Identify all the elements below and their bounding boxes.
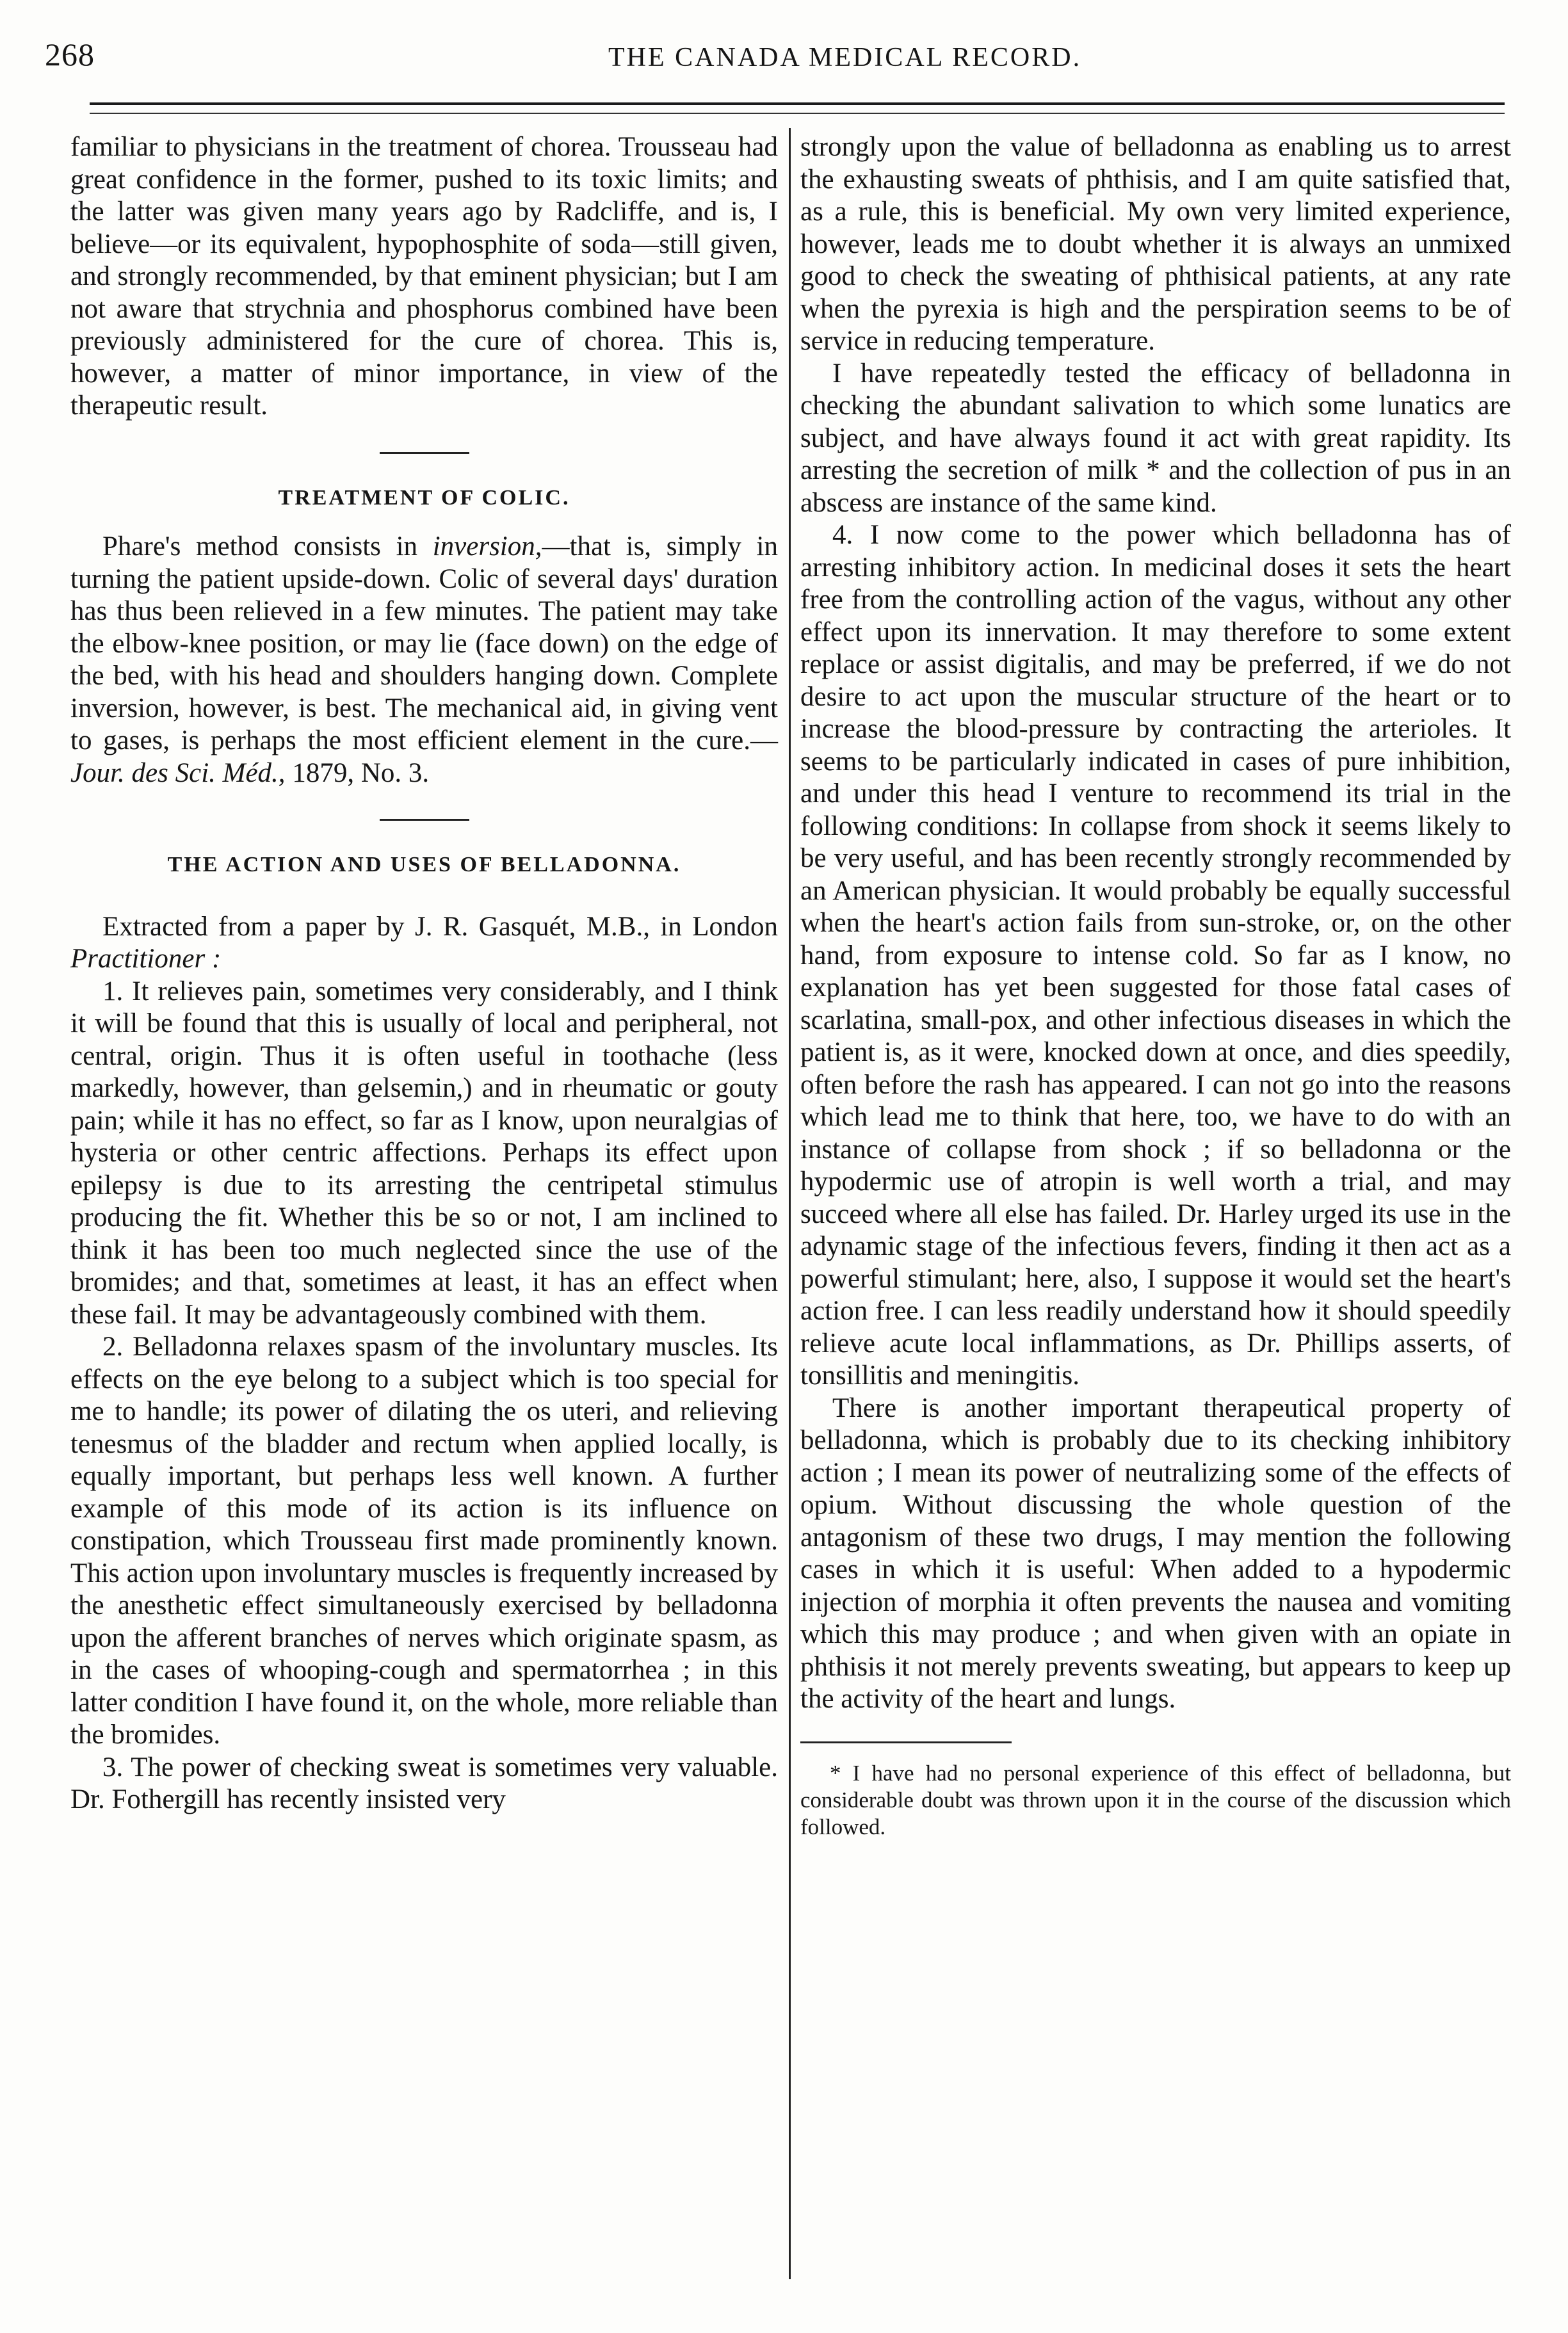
running-head [45,24,1511,82]
section-divider [380,452,469,454]
paragraph-point-1: 1. It relieves pain, sometimes very considerably, and I think it will be found that this is usually of local and peripheral, not central, origin. Thus it is often useful in toothache (less markedly, however, than gelsemin,) and in rheumatic or gouty pain; while it has no effect, so far as I know, upon neuralgias of hysteria or other centric affections. Perhaps its effect upon epilepsy is due to its arresting the centripetal stimulus producing the fit. Whether this be so or not, I am inclined to think it has been too much neglected since the use of the bromides; and that, sometimes at least, it has an effect when these fail. It may be advantageously combined with them. [70,976,778,1330]
colic-emphasis: inversion, [432,531,542,561]
paragraph-point-3: 3. The power of checking sweat is sometimes very valuable. Dr. Fothergill has recently insisted very [70,1752,778,1814]
paragraph-sweats: strongly upon the value of belladonna as enabling us to arrest the exhausting sweats of phthisis, and I am quite satisfied that, as a rule, this is beneficial. My own very limited experience, however, leads me to doubt whether it is always an unmixed good to check the sweating of phthisical patients, at any rate when the pyrexia is high and the perspiration seems to be of service in reducing temperature. [800,132,1511,356]
extract-text: Extracted from a paper by J. R. Gasquét, M.B., in London [102,911,778,942]
journal-title: THE CANADA MEDICAL RECORD. [608,43,1082,72]
header-rule-thin [90,113,1505,114]
paragraph-point-2: 2. Belladonna relaxes spasm of the involuntary muscles. Its effects on the eye belong to a subject which is too special for me to handle; its power of dilating the os uteri, and relieving tenesmus of the bladder and rectum when applied locally, is equally important, but perhaps less well known. A further example of this mode of its action is its influence on constipation, which Trousseau first made prominently known. This action upon involuntary muscles is frequently increased by the anesthetic effect simultaneously exercised by belladonna upon the afferent branches of nerves which originate spasm, as in the cases of whooping-cough and spermatorrhea ; in this latter condition I have found it, on the whole, more reliable than the bromides. [70,1332,778,1750]
salivation-text: I have repeatedly tested the efficacy of belladonna in checking the abundant salivation to which some lunatics are subject, and have always found it act with great rapidity. Its arresting the secretion of milk [800,358,1511,485]
paragraph-chorea-conclusion: familiar to physicians in the treatment of chorea. Trousseau had great confidence in the former, pushed to its toxic limits; and the latter was given many years ago by Radcliffe, and is, I believe—or its equivalent, hypophosphite of soda—still given, and strongly recommended, by that eminent physician; but I am not aware that strychnia and phosphorus combined have been previously administered for the cure of chorea. This is, however, a matter of minor importance, in view of the therapeutic result. [70,132,778,421]
page-number: 268 [45,36,95,72]
paragraph-point-4: 4. I now come to the power which belladonna has of arresting inhibitory action. In medicinal doses it sets the heart free from the controlling action of the vagus, without any other effect upon its innervation. It may therefore to some extent replace or assist digitalis, and may be preferred, if we do not desire to act upon the muscular structure of the heart or to increase the blood-pressure by contracting the arterioles. It seems to be particularly indicated in cases of pure inhibition, and under this head I venture to recommend its trial in the following conditions: In collapse from shock it seems likely to be very useful, and has been recently strongly recommended by an American physician. It would probably be equally successful when the heart's action fails from sun-stroke, or, on the other hand, from exposure to intense cold. So far as I know, no explanation has yet been suggested for those fatal cases of scarlatina, small-pox, and other infectious diseases in which the patient is, as it were, knocked down at once, and dies speedily, often before the rash has appeared. I can not go into the reasons which lead me to think that here, too, we have to do with an instance of collapse from shock ; if so belladonna or the hypodermic use of atropin is well worth a trial, and may succeed where all else has failed. Dr. Harley urged its use in the adynamic stage of the infectious fevers, finding it then act as a powerful stimulant; here, also, I suppose it would set the heart's action free. I can less readily understand how it should speedily relieve acute local inflammations, as Dr. Phillips asserts, of tonsillitis and meningitis. [800,520,1511,1391]
paragraph-opium: There is another important therapeutical property of belladonna, which is probably due to its checking inhibitory action ; I mean its power of neutralizing some of the effects of opium. Without discussing the whole question of the antagonism of these two drugs, I may mention the following cases in which it is useful: When added to a hypodermic injection of morphia it often prevents the nausea and vomiting which this may produce ; and when given with an opiate in phthisis it not merely prevents sweating, but appears to keep up the activity of the heart and lungs. [800,1393,1511,1714]
paragraph-extract-source [70,911,778,976]
colic-text-start: Phare's method consists in [102,531,433,561]
left-column [70,131,778,1816]
section-divider [380,819,469,821]
right-column [800,131,1511,1841]
footnote-marker: * [1146,455,1160,485]
colic-text-body: —that is, simply in turning the patient upside-down. Colic of several days' duration has thus been relieved in a few minutes. The patient may take the elbow-knee position, or may lie (face down) on the edge of the bed, with his head and shoulders hanging down. Complete inversion, however, is best. The mechanical aid, in giving vent to gases, is perhaps the most efficient element in the cure.— [70,531,778,755]
footnote: * I have had no personal experience of this effect of belladonna, but considerable doubt was thrown upon it in the course of the discussion which followed. [800,1760,1511,1839]
footnote-rule [800,1741,1012,1743]
header-rule [90,102,1505,105]
extract-journal: Practitioner : [70,944,222,974]
paragraph-colic [70,531,778,789]
paragraph-salivation [800,358,1511,520]
colic-source-details: 1879, No. 3. [285,757,430,788]
heading-treatment-of-colic: TREATMENT OF COLIC. [278,485,570,510]
column-divider [789,128,791,2279]
colic-source-title: Jour. des Sci. Méd., [70,757,286,788]
salivation-text-end: and the collection of pus in an abscess are instance of the same kind. [800,455,1511,518]
heading-belladonna: THE ACTION AND USES OF BELLADONNA. [167,853,681,876]
